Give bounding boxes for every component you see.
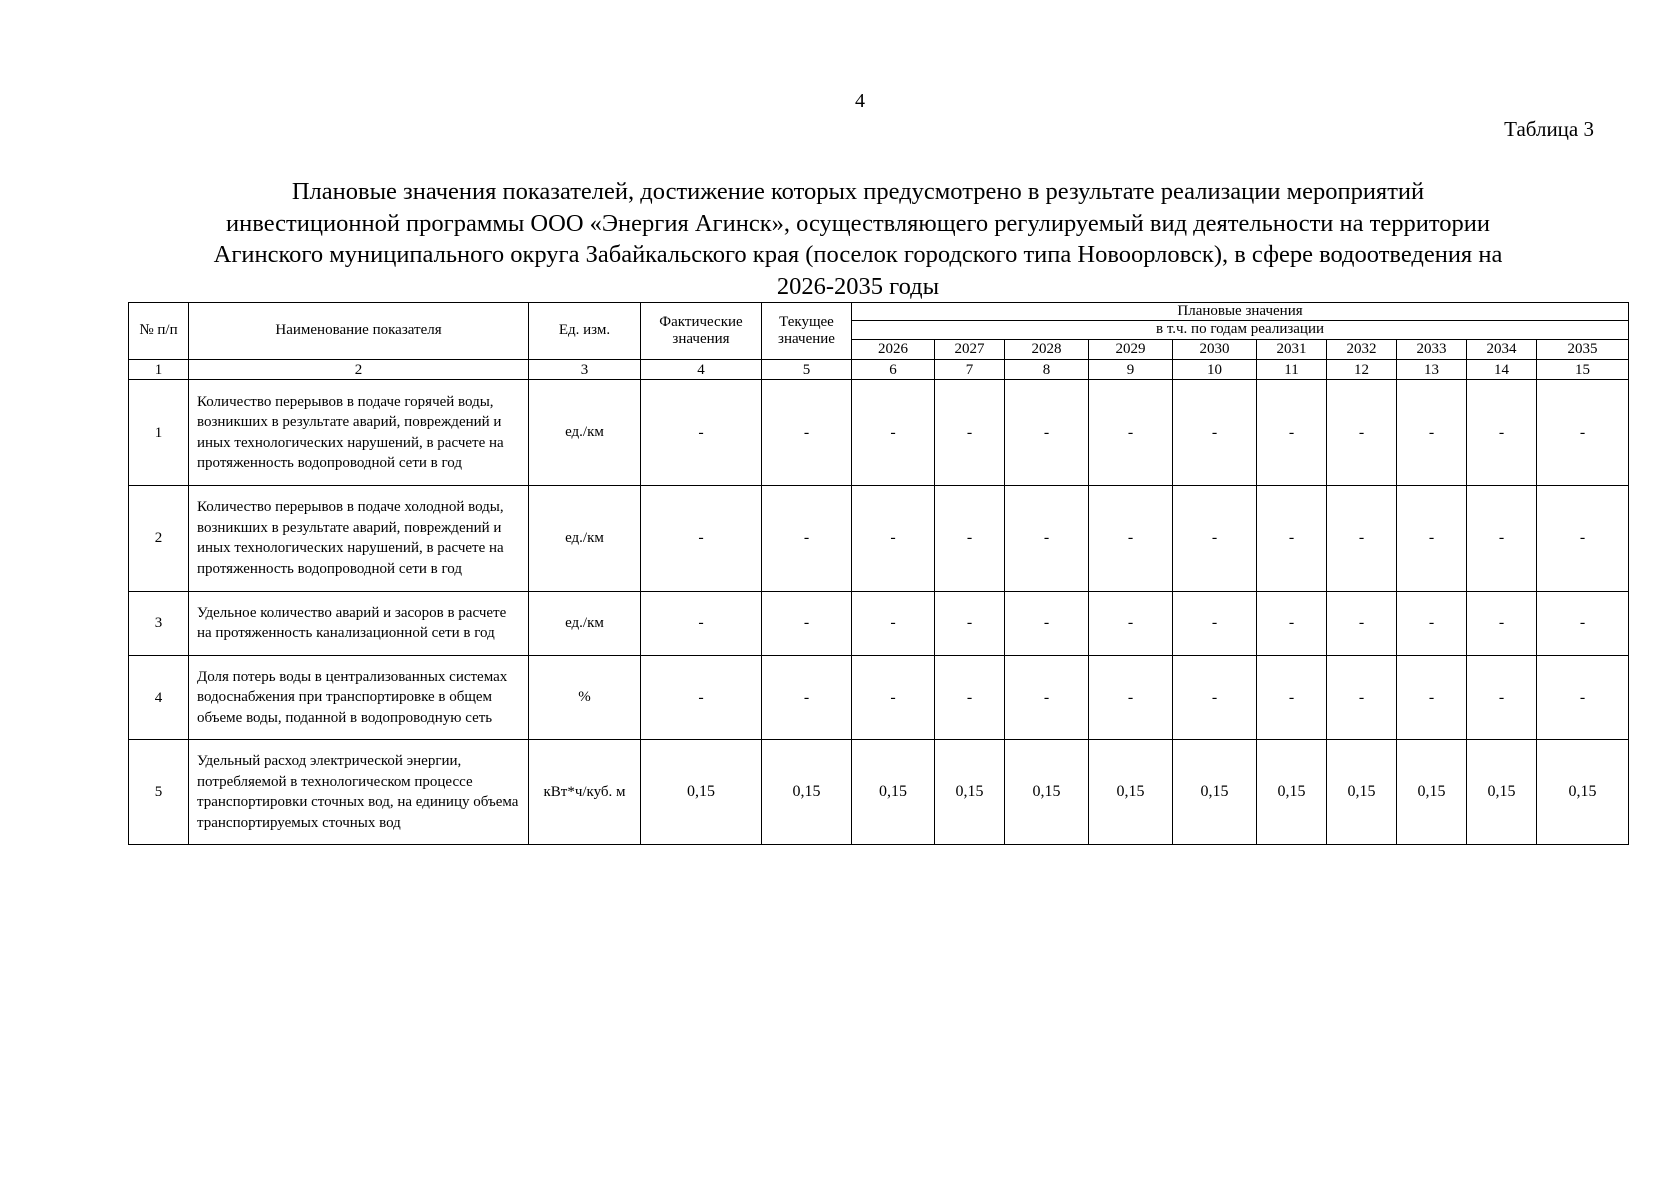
year-value: -	[1089, 486, 1173, 592]
year-value: -	[1173, 380, 1257, 486]
year-value: 0,15	[1257, 740, 1327, 845]
year-value: -	[1397, 486, 1467, 592]
unit-cell: ед./км	[529, 591, 641, 655]
year-value: -	[935, 591, 1005, 655]
year-value: -	[1467, 486, 1537, 592]
year-value: -	[852, 655, 935, 739]
column-numbers-row	[129, 359, 1629, 379]
current-value: 0,15	[762, 740, 852, 845]
year-value: 0,15	[1467, 740, 1537, 845]
row-number: 5	[129, 740, 189, 845]
year-value: -	[1397, 591, 1467, 655]
year-value: 0,15	[1005, 740, 1089, 845]
year-value: -	[1327, 380, 1397, 486]
page-number: 4	[855, 90, 865, 112]
year-value: -	[935, 655, 1005, 739]
header-year: 2026	[852, 339, 935, 359]
column-number: 2	[189, 359, 529, 379]
year-value: -	[935, 486, 1005, 592]
unit-cell: %	[529, 655, 641, 739]
current-value: -	[762, 655, 852, 739]
column-number: 5	[762, 359, 852, 379]
indicator-name: Удельный расход электрической энергии, потребляемой в технологическом процессе транспортировки сточных вод, на единицу объема транспортируемых сточных вод	[189, 740, 529, 845]
row-number: 1	[129, 380, 189, 486]
column-number: 7	[935, 359, 1005, 379]
column-number: 10	[1173, 359, 1257, 379]
actual-value: -	[641, 380, 762, 486]
column-number: 13	[1397, 359, 1467, 379]
header-year: 2029	[1089, 339, 1173, 359]
column-number: 6	[852, 359, 935, 379]
header-name: Наименование показателя	[189, 303, 529, 360]
row-number: 4	[129, 655, 189, 739]
title-line: инвестиционной программы ООО «Энергия Агинск», осуществляющего регулируемый вид деятельности на территории	[226, 209, 1490, 237]
column-number: 14	[1467, 359, 1537, 379]
current-value: -	[762, 486, 852, 592]
header-by-years: в т.ч. по годам реализации	[852, 321, 1629, 339]
year-value: -	[1327, 486, 1397, 592]
year-value: -	[1005, 380, 1089, 486]
year-value: -	[1327, 591, 1397, 655]
actual-value: -	[641, 655, 762, 739]
header-current: Текущее значение	[762, 303, 852, 360]
year-value: -	[1005, 655, 1089, 739]
unit-cell: кВт*ч/куб. м	[529, 740, 641, 845]
header-num: № п/п	[129, 303, 189, 360]
header-row	[129, 303, 1629, 321]
year-value: -	[1467, 655, 1537, 739]
year-value: -	[852, 380, 935, 486]
actual-value: -	[641, 486, 762, 592]
title-line: Агинского муниципального округа Забайкальского края (поселок городского типа Новоорловск), в сфере водоотведения на	[213, 241, 1503, 268]
header-year: 2031	[1257, 339, 1327, 359]
header-planned: Плановые значения	[852, 303, 1629, 321]
column-number: 12	[1327, 359, 1397, 379]
year-value: 0,15	[1173, 740, 1257, 845]
year-value: -	[1537, 380, 1629, 486]
table-row	[129, 591, 1629, 655]
header-year: 2032	[1327, 339, 1397, 359]
year-value: -	[1537, 655, 1629, 739]
year-value: -	[1173, 655, 1257, 739]
indicator-name: Количество перерывов в подаче холодной воды, возникших в результате аварий, повреждений и иных технологических нарушений, в расчете на протяженность водопроводной сети в год	[189, 486, 529, 592]
indicator-name: Удельное количество аварий и засоров в расчете на протяженность канализационной сети в год	[189, 591, 529, 655]
row-number: 3	[129, 591, 189, 655]
year-value: -	[1257, 591, 1327, 655]
year-value: 0,15	[1397, 740, 1467, 845]
year-value: -	[1327, 655, 1397, 739]
current-value: -	[762, 591, 852, 655]
unit-cell: ед./км	[529, 486, 641, 592]
year-value: -	[1257, 380, 1327, 486]
actual-value: 0,15	[641, 740, 762, 845]
year-value: 0,15	[1327, 740, 1397, 845]
column-number: 9	[1089, 359, 1173, 379]
year-value: -	[1257, 486, 1327, 592]
header-year: 2028	[1005, 339, 1089, 359]
table-row	[129, 380, 1629, 486]
year-value: -	[1397, 380, 1467, 486]
year-value: -	[1005, 486, 1089, 592]
unit-cell: ед./км	[529, 380, 641, 486]
year-value: -	[1467, 380, 1537, 486]
year-value: -	[852, 486, 935, 592]
table-label: Таблица 3	[1504, 117, 1594, 141]
year-value: 0,15	[1089, 740, 1173, 845]
year-value: 0,15	[1537, 740, 1629, 845]
year-value: 0,15	[935, 740, 1005, 845]
year-value: -	[1467, 591, 1537, 655]
table-row	[129, 655, 1629, 739]
actual-value: -	[641, 591, 762, 655]
indicator-name: Доля потерь воды в централизованных системах водоснабжения при транспортировке в общем объеме воды, поданной в водопроводную сеть	[189, 655, 529, 739]
document-title	[120, 176, 1596, 302]
header-unit: Ед. изм.	[529, 303, 641, 360]
year-value: -	[1089, 380, 1173, 486]
column-number: 11	[1257, 359, 1327, 379]
current-value: -	[762, 380, 852, 486]
year-value: -	[1397, 655, 1467, 739]
title-line: Плановые значения показателей, достижение которых предусмотрено в результате реализации мероприятий	[291, 178, 1425, 205]
column-number: 15	[1537, 359, 1629, 379]
year-value: -	[852, 591, 935, 655]
year-value: -	[1173, 486, 1257, 592]
title-line: 2026-2035 годы	[776, 272, 940, 300]
year-value: -	[1257, 655, 1327, 739]
column-number: 1	[129, 359, 189, 379]
table-row	[129, 486, 1629, 592]
year-value: -	[1537, 591, 1629, 655]
header-year: 2030	[1173, 339, 1257, 359]
row-number: 2	[129, 486, 189, 592]
indicator-name: Количество перерывов в подаче горячей воды, возникших в результате аварий, повреждений и иных технологических нарушений, в расчете на протяженность водопроводной сети в год	[189, 380, 529, 486]
column-number: 4	[641, 359, 762, 379]
header-year: 2033	[1397, 339, 1467, 359]
header-year: 2034	[1467, 339, 1537, 359]
table-row	[129, 740, 1629, 845]
header-year: 2027	[935, 339, 1005, 359]
year-value: -	[1005, 591, 1089, 655]
year-value: 0,15	[852, 740, 935, 845]
year-value: -	[1537, 486, 1629, 592]
indicators-table	[128, 302, 1629, 845]
year-value: -	[1173, 591, 1257, 655]
year-value: -	[1089, 591, 1173, 655]
year-value: -	[935, 380, 1005, 486]
header-actual: Фактические значения	[641, 303, 762, 360]
year-value: -	[1089, 655, 1173, 739]
column-number: 8	[1005, 359, 1089, 379]
header-year: 2035	[1537, 339, 1629, 359]
column-number: 3	[529, 359, 641, 379]
